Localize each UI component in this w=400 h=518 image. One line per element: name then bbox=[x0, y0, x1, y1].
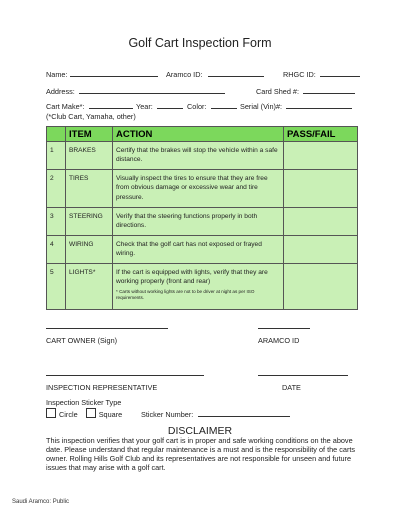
row-item: LIGHTS* bbox=[66, 264, 113, 310]
sticker-type-label: Inspection Sticker Type bbox=[46, 398, 122, 407]
inspection-rep-sign-line[interactable] bbox=[46, 375, 204, 376]
aramco-id-label: Aramco ID: bbox=[166, 70, 203, 79]
form-title: Golf Cart Inspection Form bbox=[128, 36, 272, 50]
circle-checkbox[interactable] bbox=[46, 408, 56, 418]
row-item: TIRES bbox=[66, 170, 113, 208]
row-action: Verify that the steering functions properly in both directions. bbox=[113, 208, 284, 236]
sticker-number-field[interactable] bbox=[198, 410, 290, 417]
classification-footer: Saudi Aramco: Public bbox=[12, 499, 70, 505]
header-num bbox=[47, 127, 66, 142]
cart-make-row bbox=[46, 102, 133, 111]
aramco-id-row bbox=[166, 70, 264, 79]
square-checkbox[interactable] bbox=[86, 408, 96, 418]
aramco-id-field[interactable] bbox=[208, 70, 264, 77]
disclaimer-text: This inspection verifies that your golf cart is in proper and safe working conditions on the above date. Please understand that regular maintenance is a must and is the responsibility of the carts owner. Rolling Hills Golf Club and its representatives are not responsible for unseen and future issues that may arise with a golf cart. bbox=[46, 436, 356, 472]
cart-owner-sign-line[interactable] bbox=[46, 328, 168, 329]
table-row bbox=[47, 264, 358, 310]
address-row bbox=[46, 87, 225, 96]
year-row bbox=[136, 102, 183, 111]
passfail-cell[interactable] bbox=[284, 264, 358, 310]
row-item: BRAKES bbox=[66, 142, 113, 170]
row-action: Check that the golf cart has not exposed or frayed wiring. bbox=[113, 236, 284, 264]
header-action: ACTION bbox=[113, 127, 284, 142]
row-action bbox=[113, 264, 284, 310]
table-row bbox=[47, 170, 358, 208]
rhgc-id-row bbox=[283, 70, 360, 79]
color-field[interactable] bbox=[211, 102, 237, 109]
card-shed-row bbox=[256, 87, 355, 96]
sticker-number-label: Sticker Number: bbox=[141, 410, 194, 419]
year-label: Year: bbox=[136, 102, 153, 111]
header-passfail: PASS/FAIL bbox=[284, 127, 358, 142]
passfail-cell[interactable] bbox=[284, 236, 358, 264]
sticker-options bbox=[46, 408, 122, 419]
row-action: Certify that the brakes will stop the vehicle within a safe distance. bbox=[113, 142, 284, 170]
row-number: 4 bbox=[47, 236, 66, 264]
row-number: 2 bbox=[47, 170, 66, 208]
inspection-table bbox=[46, 126, 358, 310]
row-item: STEERING bbox=[66, 208, 113, 236]
table-row bbox=[47, 236, 358, 264]
address-field[interactable] bbox=[79, 87, 225, 94]
row-item: WIRING bbox=[66, 236, 113, 264]
passfail-cell[interactable] bbox=[284, 142, 358, 170]
row-action: Visually inspect the tires to ensure that they are free from obvious damage or excessive wear and tire pressure. bbox=[113, 170, 284, 208]
color-row bbox=[187, 102, 237, 111]
disclaimer-title: DISCLAIMER bbox=[167, 425, 233, 437]
row-number: 5 bbox=[47, 264, 66, 310]
aramco-id-sign-line[interactable] bbox=[258, 328, 310, 329]
serial-row bbox=[240, 102, 352, 111]
cart-make-field[interactable] bbox=[89, 102, 133, 109]
table-header-row bbox=[47, 127, 358, 142]
header-item: ITEM bbox=[66, 127, 113, 142]
name-row bbox=[46, 70, 158, 79]
date-label: DATE bbox=[282, 383, 301, 392]
circle-label: Circle bbox=[59, 410, 78, 419]
card-shed-label: Card Shed #: bbox=[256, 87, 299, 96]
square-label: Square bbox=[98, 410, 123, 419]
cart-owner-label: CART OWNER (Sign) bbox=[46, 336, 118, 345]
card-shed-field[interactable] bbox=[303, 87, 355, 94]
name-label: Name: bbox=[46, 70, 68, 79]
name-field[interactable] bbox=[70, 70, 158, 77]
row-number: 1 bbox=[47, 142, 66, 170]
row-action-text: If the cart is equipped with lights, verify that they are working properly (front and rear) bbox=[116, 269, 268, 286]
rhgc-id-label: RHGC ID: bbox=[283, 70, 316, 79]
address-label: Address: bbox=[46, 87, 75, 96]
inspection-rep-label: INSPECTION REPRESENTATIVE bbox=[46, 383, 158, 392]
table-row bbox=[47, 142, 358, 170]
table-row bbox=[47, 208, 358, 236]
lights-footnote: * Carts without working lights are not to be driver at night as per ISO requirements. bbox=[116, 288, 255, 300]
year-field[interactable] bbox=[157, 102, 183, 109]
date-sign-line[interactable] bbox=[258, 375, 348, 376]
row-number: 3 bbox=[47, 208, 66, 236]
sticker-number-row bbox=[141, 410, 290, 419]
cart-make-label: Cart Make*: bbox=[46, 102, 85, 111]
passfail-cell[interactable] bbox=[284, 208, 358, 236]
aramco-id-sign-label: ARAMCO ID bbox=[258, 336, 300, 345]
serial-label: Serial (Vin)#: bbox=[240, 102, 283, 111]
cart-make-note: (*Club Cart, Yamaha, other) bbox=[46, 112, 136, 121]
passfail-cell[interactable] bbox=[284, 170, 358, 208]
color-label: Color: bbox=[187, 102, 207, 111]
rhgc-id-field[interactable] bbox=[320, 70, 360, 77]
serial-field[interactable] bbox=[286, 102, 352, 109]
